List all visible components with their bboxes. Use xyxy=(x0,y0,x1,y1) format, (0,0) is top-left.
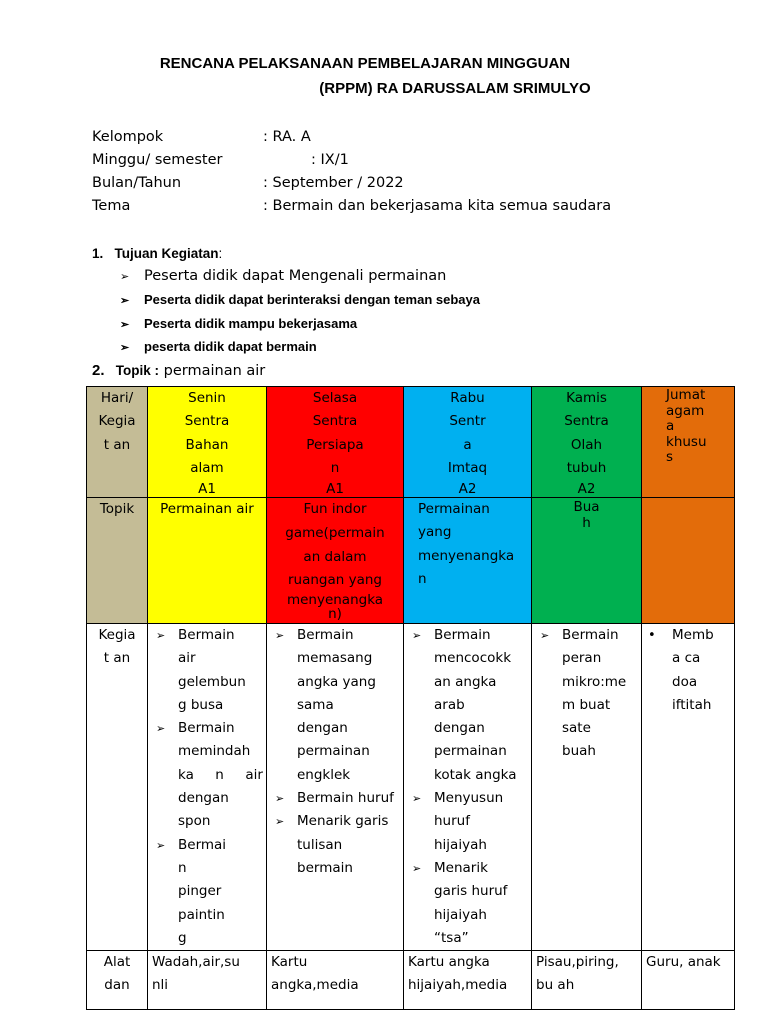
cell-line: Sentra xyxy=(184,413,230,430)
cell-line: A1 xyxy=(326,481,344,498)
cell-line: air xyxy=(178,650,196,667)
cell-line: game(permain xyxy=(285,524,385,541)
cell-line: Hari/ xyxy=(100,390,134,406)
cell-line: kotak angka xyxy=(434,766,517,783)
arrow-bullet-icon: ➢ xyxy=(156,838,166,852)
cell-line: A2 xyxy=(458,481,477,498)
topik-label-cell xyxy=(87,498,148,624)
cell-line: dengan xyxy=(434,720,485,737)
arrow-bullet-icon: ➢ xyxy=(540,629,550,642)
cell-line: Sentra xyxy=(312,413,358,430)
cell-line: Persiapa xyxy=(306,436,364,453)
kegiatan-jumat-cell xyxy=(642,624,735,951)
activity-item xyxy=(404,787,531,857)
section-label: Topik : xyxy=(115,363,160,378)
arrow-bullet-icon: ➢ xyxy=(120,295,130,307)
cell-line: a ca xyxy=(672,650,701,667)
cell-line: Bermain xyxy=(434,627,491,643)
cell-line: Kartu xyxy=(271,954,308,970)
activity-item xyxy=(148,717,266,833)
topik-senin-cell xyxy=(148,498,267,624)
table-row-kegiatan xyxy=(87,624,735,951)
cell-line: alam xyxy=(190,459,224,476)
cell-line: memindah xyxy=(178,743,251,760)
cell-line: bermain xyxy=(297,859,353,876)
header-kamis-cell xyxy=(532,387,642,498)
goal-text: Peserta didik dapat Mengenali permainan xyxy=(144,268,447,284)
cell-line: Bermain huruf xyxy=(297,790,394,807)
table-row-header xyxy=(87,387,735,498)
cell-line: m buat xyxy=(562,696,611,713)
alat-senin-cell xyxy=(148,951,267,1010)
topik-jumat-cell xyxy=(642,498,735,624)
cell-line: hijaiyah xyxy=(434,836,487,853)
cell-line: bu ah xyxy=(536,977,575,994)
table-row-alat xyxy=(87,951,735,1010)
cell-line: Menarik xyxy=(434,859,488,876)
cell-line: huruf xyxy=(434,813,470,830)
arrow-bullet-icon: ➢ xyxy=(156,722,166,736)
cell-line: Permainan air xyxy=(160,501,254,517)
cell-line: angka,media xyxy=(271,977,359,994)
cell-line: Kamis xyxy=(566,390,607,406)
kegiatan-kamis-cell xyxy=(532,624,642,951)
activity-item xyxy=(148,834,266,950)
goal-item xyxy=(120,292,480,307)
header-rabu-cell xyxy=(404,387,532,498)
cell-line: Fun indor xyxy=(303,501,367,517)
cell-line: Bermain xyxy=(297,627,354,643)
document-title: RENCANA PELAKSANAAN PEMBELAJARAN MINGGUAN xyxy=(159,55,571,72)
cell-line: Olah xyxy=(570,436,603,453)
info-label: Tema xyxy=(92,198,131,214)
cell-line: a xyxy=(666,418,675,434)
schedule-table xyxy=(86,386,735,1010)
goal-item xyxy=(120,339,317,354)
cell-line: Kegia xyxy=(98,627,136,643)
cell-line: A1 xyxy=(198,481,216,498)
activity-item xyxy=(404,857,531,950)
cell-line: Bua xyxy=(573,499,600,515)
cell-line: sama xyxy=(297,696,334,713)
cell-line: permainan xyxy=(434,743,507,760)
info-value: : IX/1 xyxy=(311,152,349,168)
cell-line: permainan xyxy=(297,743,370,760)
info-label: Minggu/ semester xyxy=(92,152,223,168)
cell-line: Bermai xyxy=(178,836,227,853)
cell-line: a xyxy=(463,436,472,453)
goal-item xyxy=(120,316,357,331)
header-hari-cell xyxy=(87,387,148,498)
arrow-bullet-icon: ➢ xyxy=(120,270,130,283)
arrow-bullet-icon: ➢ xyxy=(412,861,422,875)
cell-line: dengan xyxy=(178,790,229,807)
cell-line: Selasa xyxy=(312,390,358,406)
goal-item xyxy=(120,268,446,284)
info-label: Bulan/Tahun xyxy=(92,175,182,191)
cell-line: menyenangka xyxy=(418,547,515,564)
cell-line: n xyxy=(330,459,340,476)
section-label: Tujuan Kegiatan xyxy=(114,246,219,261)
goal-text: Peserta didik dapat berinteraksi dengan teman sebaya xyxy=(144,292,480,307)
cell-line: Bermain xyxy=(178,627,235,643)
section-value: permainan air xyxy=(159,363,266,379)
activity-item xyxy=(642,624,734,717)
arrow-bullet-icon: ➢ xyxy=(412,629,422,642)
info-value: : September / 2022 xyxy=(263,175,404,191)
cell-line: pinger xyxy=(178,883,222,900)
cell-line: n xyxy=(418,570,427,587)
cell-line: arab xyxy=(434,696,465,713)
cell-line: Menyusun xyxy=(434,790,504,807)
cell-line: Pisau,piring, xyxy=(536,954,619,970)
cell-line: yang xyxy=(418,524,452,541)
table-row-topik xyxy=(87,498,735,624)
cell-line: Sentra xyxy=(564,413,609,430)
cell-line: ruangan yang xyxy=(287,572,382,589)
info-value: : Bermain dan bekerjasama kita semua saudara xyxy=(263,198,612,214)
cell-line: ka n air xyxy=(178,766,263,783)
kegiatan-label-cell xyxy=(87,624,148,951)
cell-line: hijaiyah xyxy=(434,906,487,923)
cell-line: Topik xyxy=(99,501,135,517)
section-tujuan-heading xyxy=(92,246,222,261)
cell-line: t an xyxy=(103,650,131,667)
cell-line: paintin xyxy=(178,906,225,923)
activity-item xyxy=(532,624,641,764)
cell-line: Alat xyxy=(103,954,131,970)
cell-line: spon xyxy=(178,813,211,830)
kegiatan-senin-cell xyxy=(148,624,267,951)
cell-line: Kartu angka xyxy=(408,954,490,970)
cell-line: Kegia xyxy=(98,413,136,430)
cell-line: doa xyxy=(672,673,698,690)
cell-line: Menarik garis xyxy=(297,813,389,830)
section-topik-heading xyxy=(92,362,265,379)
activity-item xyxy=(148,624,266,717)
cell-line: nli xyxy=(152,977,169,994)
cell-line: gelembun xyxy=(178,673,246,690)
header-senin-cell xyxy=(148,387,267,498)
cell-line: h xyxy=(582,514,591,531)
cell-line: mikro:me xyxy=(562,673,627,690)
kegiatan-selasa-cell xyxy=(267,624,404,951)
cell-line: Permainan xyxy=(418,501,490,517)
info-value: : RA. A xyxy=(263,129,311,145)
arrow-bullet-icon: ➢ xyxy=(120,342,130,354)
cell-line: n xyxy=(178,859,187,876)
cell-line: mencocokk xyxy=(434,650,512,667)
alat-rabu-cell xyxy=(404,951,532,1010)
cell-line: menyenangka xyxy=(286,592,384,609)
document-subtitle: (RPPM) RA DARUSSALAM SRIMULYO xyxy=(319,80,591,97)
cell-line: tubuh xyxy=(566,459,607,476)
cell-line: Rabu xyxy=(450,390,485,406)
topik-selasa-cell xyxy=(267,498,404,624)
cell-line: hijaiyah,media xyxy=(408,977,508,994)
cell-line: engklek xyxy=(297,766,351,783)
cell-line: khusu xyxy=(666,433,707,450)
cell-line: A2 xyxy=(577,481,596,498)
cell-line: dengan xyxy=(297,720,348,737)
activity-item xyxy=(267,810,403,880)
cell-line: Bahan xyxy=(185,436,229,453)
section-number: 1. xyxy=(92,246,104,261)
dot-bullet-icon: • xyxy=(648,628,656,643)
cell-line: Memb xyxy=(672,627,714,643)
arrow-bullet-icon: ➢ xyxy=(412,792,422,806)
cell-line: Imtaq xyxy=(447,459,488,476)
cell-line: Bermain xyxy=(562,627,619,643)
cell-line: n) xyxy=(328,606,342,623)
cell-line: garis huruf xyxy=(434,883,508,900)
alat-jumat-cell xyxy=(642,951,735,1010)
activity-item xyxy=(267,787,403,810)
cell-line: Jumat xyxy=(666,387,706,403)
cell-line: an dalam xyxy=(303,548,367,565)
cell-line: g busa xyxy=(178,696,224,713)
arrow-bullet-icon: ➢ xyxy=(156,629,166,642)
activity-item xyxy=(267,624,403,787)
alat-selasa-cell xyxy=(267,951,404,1010)
cell-line: “tsa” xyxy=(434,929,469,946)
cell-line: dan xyxy=(104,977,130,994)
cell-line: agam xyxy=(666,402,705,419)
cell-line: Guru, anak xyxy=(646,954,721,970)
cell-line: t an xyxy=(103,436,131,453)
cell-line: an angka xyxy=(434,673,497,690)
topik-rabu-cell xyxy=(404,498,532,624)
cell-line: s xyxy=(666,449,674,465)
cell-line: memasang xyxy=(297,650,373,667)
alat-kamis-cell xyxy=(532,951,642,1010)
section-number: 2. xyxy=(92,362,105,379)
goal-text: peserta didik dapat bermain xyxy=(144,339,317,354)
kegiatan-rabu-cell xyxy=(404,624,532,951)
header-jumat-cell xyxy=(642,387,735,498)
cell-line: sate xyxy=(562,720,591,737)
activity-item xyxy=(404,624,531,787)
cell-line: Wadah,air,su xyxy=(152,954,240,970)
arrow-bullet-icon: ➢ xyxy=(120,319,130,331)
arrow-bullet-icon: ➢ xyxy=(275,815,285,829)
arrow-bullet-icon: ➢ xyxy=(275,792,285,806)
arrow-bullet-icon: ➢ xyxy=(275,629,285,642)
cell-line: iftitah xyxy=(672,696,712,713)
cell-line: peran xyxy=(562,650,602,667)
cell-line: buah xyxy=(562,743,596,760)
info-label: Kelompok xyxy=(92,129,164,145)
cell-line: angka yang xyxy=(297,673,376,690)
cell-line: Senin xyxy=(188,390,226,406)
cell-line: Sentr xyxy=(449,413,486,430)
topik-kamis-cell xyxy=(532,498,642,624)
goal-text: Peserta didik mampu bekerjasama xyxy=(144,316,358,331)
cell-line: tulisan xyxy=(297,836,343,853)
section-colon: : xyxy=(218,246,223,261)
cell-line: g xyxy=(178,929,187,946)
header-selasa-cell xyxy=(267,387,404,498)
cell-line: Bermain xyxy=(178,720,235,737)
alat-label-cell xyxy=(87,951,148,1010)
